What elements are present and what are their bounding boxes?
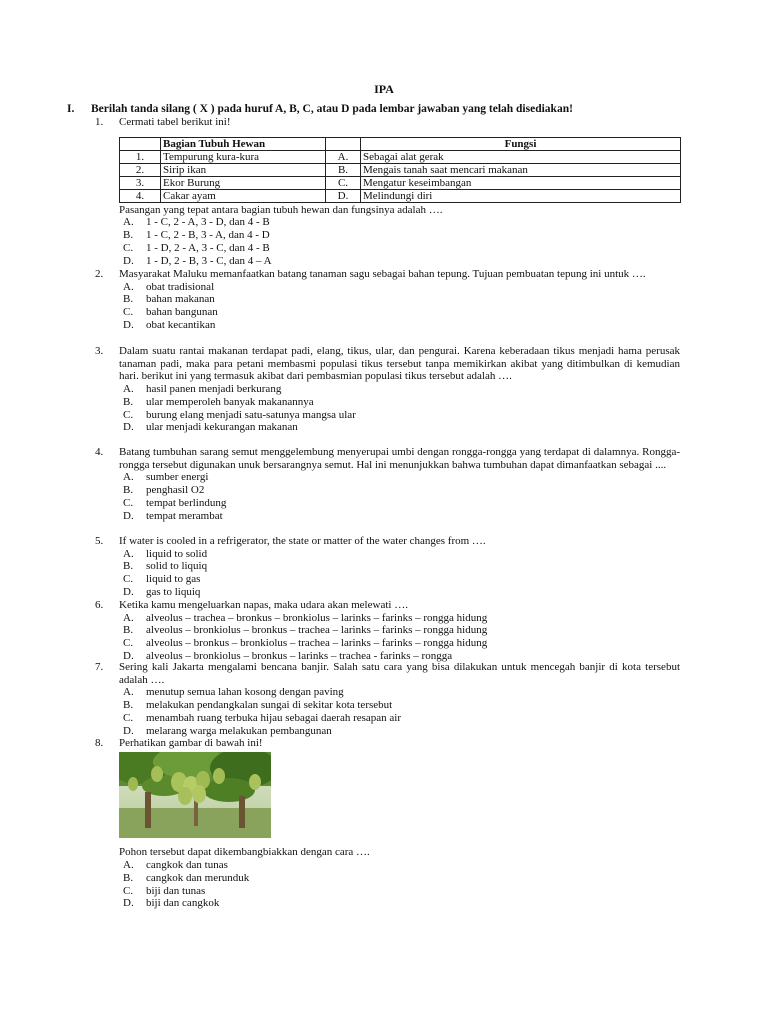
table-row: 1. Tempurung kura-kura A. Sebagai alat gerak	[120, 150, 681, 163]
option-b[interactable]: B. solid to liquiq	[123, 560, 208, 573]
table-row: 3. Ekor Burung C. Mengatur keseimbangan	[120, 176, 681, 189]
section-numeral: I.	[67, 103, 75, 115]
table-header-part: Bagian Tubuh Hewan	[161, 137, 326, 150]
question-text: Batang tumbuhan sarang semut menggelembung menyerupai umbi dengan rongga-rongga yang terdapat di dalamnya. Rongga-rongga tersebut digunakan unuk bersarangnya semut. Hal ini menunjukkan bahwa tumbuhan dapat dimanfaatkan sebagai ....	[119, 446, 680, 471]
question-number: 3.	[95, 345, 104, 357]
option-a[interactable]: A. hasil panen menjadi berkurang	[123, 383, 282, 396]
option-b[interactable]: B. melakukan pendangkalan sungai di sekitar kota tersebut	[123, 699, 393, 712]
question-text: Cermati tabel berikut ini!	[119, 116, 231, 128]
table-header-function: Fungsi	[361, 137, 681, 150]
option-c[interactable]: C. menambah ruang terbuka hijau sebagai daerah resapan air	[123, 711, 402, 724]
question-8	[95, 737, 680, 910]
question-6	[95, 599, 680, 663]
question-number: 6.	[95, 599, 104, 611]
option-d[interactable]: D. ular menjadi kekurangan makanan	[123, 421, 298, 434]
option-c[interactable]: C. burung elang menjadi satu-satunya mangsa ular	[123, 408, 356, 421]
option-c[interactable]: C. tempat berlindung	[123, 496, 227, 509]
option-d[interactable]: D. melarang warga melakukan pembangunan	[123, 724, 332, 737]
option-c[interactable]: C. biji dan tunas	[123, 884, 206, 897]
page-title: IPA	[374, 82, 394, 96]
answer-options	[119, 859, 680, 910]
option-d[interactable]: D. 1 - D, 2 - B, 3 - C, dan 4 – A	[123, 254, 272, 267]
option-a[interactable]: A. sumber energi	[123, 471, 209, 484]
question-number: 4.	[95, 446, 104, 458]
option-a[interactable]: A. liquid to solid	[123, 547, 208, 560]
table-row: 4. Cakar ayam D. Melindungi diri	[120, 189, 681, 202]
question-text: Dalam suatu rantai makanan terdapat padi, elang, tikus, ular, dan pengurai. Karena keberadaan tikus menjadi hama perusak tanaman padi, maka para petani membasmi populasi tikus tersebut tanpa memikirkan akibat yang ditimbulkan di kemudian hari. berikut ini yang termasuk akibat dari pembasmian populasi tikus tersebut adalah ….	[119, 345, 680, 383]
option-d[interactable]: D. gas to liquiq	[123, 585, 201, 598]
instruction-text: Berilah tanda silang ( X ) pada huruf A, B, C, atau D pada lembar jawaban yang telah disediakan!	[91, 103, 573, 115]
option-c[interactable]: C. bahan bangunan	[123, 306, 218, 319]
option-b[interactable]: B. alveolus – bronkiolus – bronkus – trachea – larinks – farinks – rongga hidung	[123, 624, 488, 637]
question-text: Ketika kamu mengeluarkan napas, maka udara akan melewati ….	[119, 599, 408, 611]
question-text: If water is cooled in a refrigerator, the state or matter of the water changes from ….	[119, 535, 486, 547]
option-a[interactable]: A. alveolus – trachea – bronkus – bronkiolus – larinks – farinks – rongga hidung	[123, 611, 488, 624]
question-number: 7.	[95, 661, 104, 673]
answer-options	[119, 216, 680, 267]
section-instruction	[67, 103, 573, 115]
option-b[interactable]: B. 1 - C, 2 - B, 3 - A, dan 4 - D	[123, 229, 270, 242]
option-c[interactable]: C. alveolus – bronkus – bronkiolus – trachea – larinks – farinks – rongga hidung	[123, 637, 488, 650]
question-number: 2.	[95, 268, 104, 280]
option-d[interactable]: D. biji dan cangkok	[123, 897, 220, 910]
option-a[interactable]: A. obat tradisional	[123, 280, 215, 293]
option-d[interactable]: D. obat kecantikan	[123, 318, 216, 331]
question-2	[95, 268, 680, 332]
answer-options	[119, 686, 680, 737]
question-3	[95, 345, 680, 434]
question-7	[95, 661, 680, 737]
answer-options	[119, 383, 680, 434]
question-text: Sering kali Jakarta mengalami bencana banjir. Salah satu cara yang bisa dilakukan untuk mencegah banjir di kota tersebut adalah ….	[119, 661, 680, 686]
question-1	[95, 116, 680, 267]
animal-body-table	[119, 137, 681, 203]
mango-tree-image	[119, 752, 271, 838]
option-d[interactable]: D. tempat merambat	[123, 509, 223, 522]
question-5	[95, 535, 680, 599]
question-followup: Pasangan yang tepat antara bagian tubuh hewan dan fungsinya adalah ….	[119, 203, 443, 216]
option-b[interactable]: B. cangkok dan merunduk	[123, 871, 250, 884]
question-number: 8.	[95, 737, 104, 749]
question-4	[95, 446, 680, 522]
answer-options	[119, 548, 680, 599]
question-number: 5.	[95, 535, 104, 547]
question-followup: Pohon tersebut dapat dikembangbiakkan dengan cara ….	[119, 846, 370, 859]
question-text: Perhatikan gambar di bawah ini!	[119, 737, 263, 749]
answer-options	[119, 281, 680, 332]
option-d[interactable]: D. alveolus – bronkiolus – bronkus – larinks – trachea - farinks – rongga	[123, 649, 453, 662]
option-c[interactable]: C. 1 - D, 2 - A, 3 - C, dan 4 - B	[123, 241, 270, 254]
option-b[interactable]: B. ular memperoleh banyak makanannya	[123, 395, 314, 408]
question-text: Masyarakat Maluku memanfaatkan batang tanaman sagu sebagai bahan tepung. Tujuan pembuatan tepung ini untuk ….	[119, 268, 646, 280]
option-a[interactable]: A. 1 - C, 2 - A, 3 - D, dan 4 - B	[123, 216, 270, 229]
table-row: 2. Sirip ikan B. Mengais tanah saat mencari makanan	[120, 163, 681, 176]
answer-options	[119, 471, 680, 522]
question-number: 1.	[95, 116, 104, 128]
option-a[interactable]: A. menutup semua lahan kosong dengan paving	[123, 686, 344, 699]
option-b[interactable]: B. bahan makanan	[123, 293, 215, 306]
option-b[interactable]: B. penghasil O2	[123, 484, 205, 497]
answer-options	[119, 612, 680, 663]
option-a[interactable]: A. cangkok dan tunas	[123, 859, 228, 872]
option-c[interactable]: C. liquid to gas	[123, 573, 201, 586]
